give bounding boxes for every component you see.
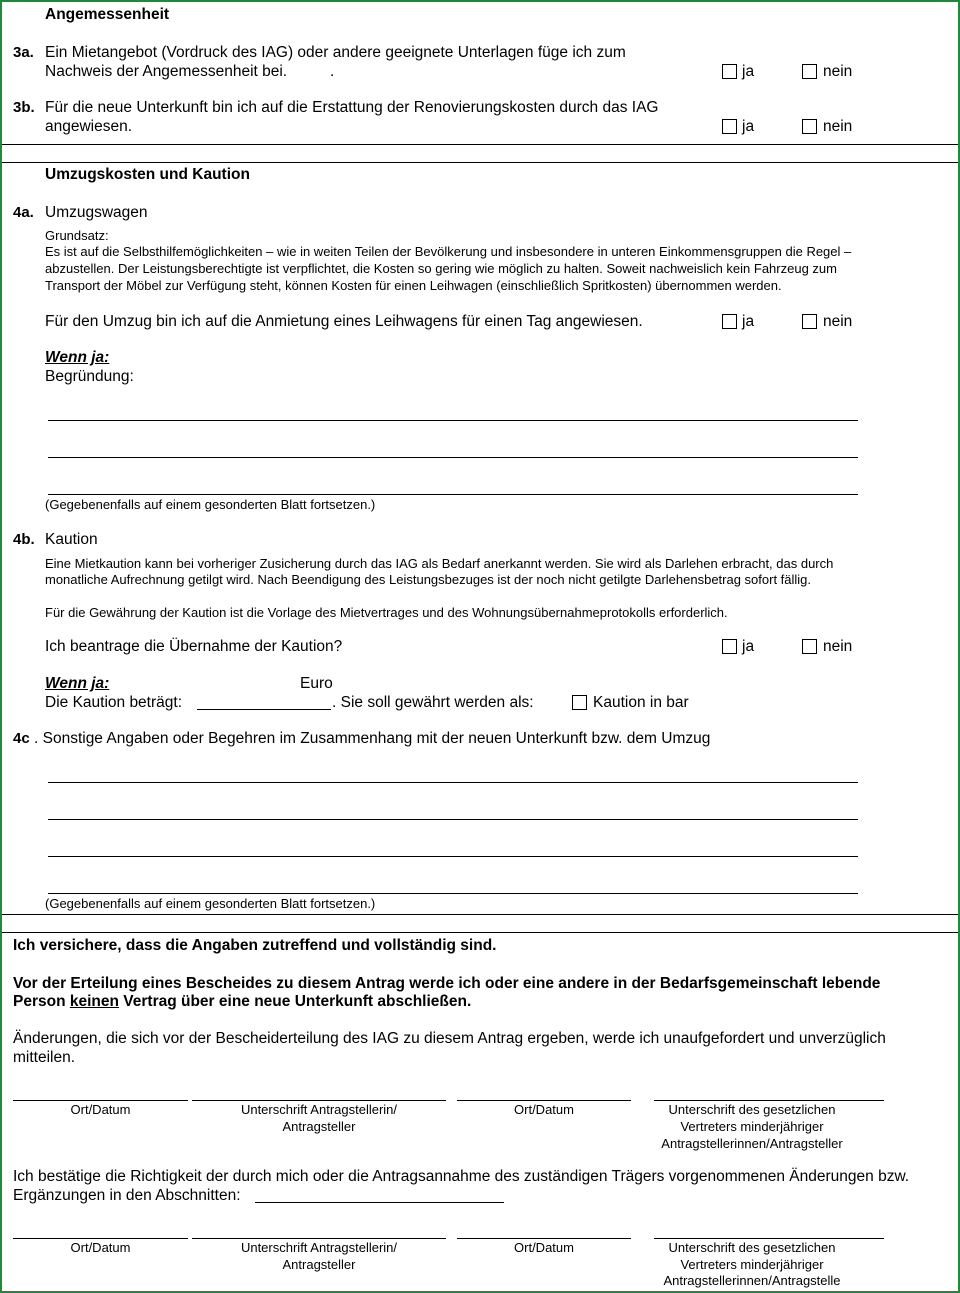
declaration-keinen: keinen xyxy=(69,993,119,1010)
signature-line-legal-1[interactable] xyxy=(654,1100,884,1101)
sig2-legal-label-line2: Vertreters minderjähriger xyxy=(680,1257,824,1272)
sonstige-line-1[interactable] xyxy=(48,782,858,783)
checkbox-3b-ja[interactable] xyxy=(722,119,737,134)
signature-line-ort-datum-1[interactable] xyxy=(13,1100,188,1101)
sig1-applicant-label-line1: Unterschrift Antragstellerin/ xyxy=(240,1102,398,1117)
begruendung-label: Begründung: xyxy=(45,368,134,385)
checkbox-4a-ja[interactable] xyxy=(722,314,737,329)
signature-line-ort-datum-3[interactable] xyxy=(13,1238,188,1239)
checkbox-4a-nein[interactable] xyxy=(802,314,817,329)
question-4a-title: Umzugswagen xyxy=(45,204,148,221)
abschnitte-field[interactable] xyxy=(255,1202,504,1203)
question-4b-title: Kaution xyxy=(45,531,98,548)
checkbox-3a-nein[interactable] xyxy=(802,64,817,79)
wenn-ja-label-4a: Wenn ja: xyxy=(45,349,110,366)
question-3b-line2: angewiesen. xyxy=(45,118,133,135)
euro-label: Euro xyxy=(300,675,333,692)
question-3a-line2: Nachweis der Angemessenheit bei. xyxy=(45,63,288,80)
kaution-amount-label: Die Kaution beträgt: xyxy=(45,694,183,711)
question-number-3b: 3b. xyxy=(13,99,35,116)
question-3a-line1: Ein Mietangebot (Vordruck des IAG) oder andere geeignete Unterlagen füge ich zum xyxy=(45,44,626,61)
sig1-applicant-label-line2: Antragsteller xyxy=(282,1119,356,1134)
question-number-4a: 4a. xyxy=(13,204,34,221)
question-4b-text: Ich beantrage die Übernahme der Kaution? xyxy=(45,638,343,655)
question-number-3a: 3a. xyxy=(13,44,34,61)
grundsatz-text-line1: Es ist auf die Selbsthilfemöglichkeiten – wie in weiten Teilen der Bevölkerung und insbesondere in unteren Einkommensgruppen die Regel – xyxy=(45,244,852,259)
sig2-applicant-label-line1: Unterschrift Antragstellerin/ xyxy=(240,1240,398,1255)
checkbox-kaution-in-bar[interactable] xyxy=(572,695,587,710)
wenn-ja-label-4b: Wenn ja: xyxy=(45,675,110,692)
signature-line-legal-2[interactable] xyxy=(654,1238,884,1239)
declaration-line2b-post: Vertrag über eine neue Unterkunft abschließen. xyxy=(118,993,472,1010)
section-divider xyxy=(2,162,958,163)
sonstige-line-2[interactable] xyxy=(48,819,858,820)
begruendung-line-3[interactable] xyxy=(48,494,858,495)
declaration-line2b xyxy=(13,993,471,1011)
begruendung-line-1[interactable] xyxy=(48,420,858,421)
kaution-amount-field[interactable] xyxy=(197,709,331,710)
question-3b-line1: Für die neue Unterkunft bin ich auf die Erstattung der Renovierungskosten durch das IAG xyxy=(45,99,659,116)
signature-line-applicant-2[interactable] xyxy=(192,1238,446,1239)
signature-line-ort-datum-4[interactable] xyxy=(457,1238,631,1239)
confirm-line1: Ich bestätige die Richtigkeit der durch mich oder die Antragsannahme des zuständigen Trägers vorgenommenen Änderungen bzw. xyxy=(13,1168,910,1185)
section-divider xyxy=(2,914,958,915)
grundsatz-text-line3: Transport der Möbel zur Verfügung steht, können Kosten für einen Leihwagen (einschließlich Spritkosten) übernommen werden. xyxy=(45,278,782,293)
label-3b-nein: nein xyxy=(823,118,853,135)
signature-line-ort-datum-2[interactable] xyxy=(457,1100,631,1101)
checkbox-4b-nein[interactable] xyxy=(802,639,817,654)
continue-note-4c: (Gegebenenfalls auf einem gesonderten Blatt fortsetzen.) xyxy=(45,896,376,911)
kaution-text-line1: Eine Mietkaution kann bei vorheriger Zusicherung durch das IAG als Bedarf anerkannt werden. Sie wird als Darlehen erbracht, das durch xyxy=(45,556,834,571)
sonstige-line-4[interactable] xyxy=(48,893,858,894)
grundsatz-text-line2: abzustellen. Der Leistungsberechtigte ist verpflichtet, die Kosten so gering wie möglich zu halten. Soweit nachweislich kein Fahrzeug zum xyxy=(45,261,837,276)
sig1-ort-datum-label: Ort/Datum xyxy=(70,1102,131,1117)
declaration-line2a: Vor der Erteilung eines Bescheides zu diesem Antrag werde ich oder eine andere in der Bedarfsgemeinschaft lebende xyxy=(13,975,881,992)
question-number-4c: 4c xyxy=(13,730,30,747)
grundsatz-label: Grundsatz: xyxy=(45,228,109,243)
sonstige-line-3[interactable] xyxy=(48,856,858,857)
declaration-line2b-pre: Person xyxy=(13,993,70,1010)
confirm-line2: Ergänzungen in den Abschnitten: xyxy=(13,1187,241,1204)
kaution-text-line2: monatliche Aufrechnung getilgt wird. Nach Beendigung des Leistungsbezuges ist der noch nicht getilgte Darlehensbetrag sofort fällig. xyxy=(45,572,812,587)
sig2-ort-datum-label: Ort/Datum xyxy=(70,1240,131,1255)
question-4a-text: Für den Umzug bin ich auf die Anmietung eines Leihwagens für einen Tag angewiesen. xyxy=(45,313,643,330)
signature-line-applicant-1[interactable] xyxy=(192,1100,446,1101)
sig1-ort-datum-label-2: Ort/Datum xyxy=(514,1102,574,1117)
section-divider xyxy=(2,932,958,933)
declaration-line3a: Änderungen, die sich vor der Bescheiderteilung des IAG zu diesem Antrag ergeben, werde ich unaufgefordert und unverzüglich xyxy=(13,1030,886,1047)
question-4c-text: . Sonstige Angaben oder Begehren im Zusammenhang mit der neuen Unterkunft bzw. dem Umzug xyxy=(34,730,711,747)
checkbox-3a-ja[interactable] xyxy=(722,64,737,79)
label-4b-nein: nein xyxy=(823,638,853,655)
sig2-ort-datum-label-2: Ort/Datum xyxy=(514,1240,574,1255)
label-3a-ja: ja xyxy=(742,63,755,80)
kaution-granted-label: . Sie soll gewährt werden als: xyxy=(332,694,534,711)
sig1-legal-label-line3: Antragstellerinnen/Antragsteller xyxy=(661,1136,843,1151)
declaration-line1: Ich versichere, dass die Angaben zutreffend und vollständig sind. xyxy=(13,937,497,954)
section-divider xyxy=(2,144,958,145)
question-3a-dot: . xyxy=(330,63,335,80)
checkbox-3b-nein[interactable] xyxy=(802,119,817,134)
sig1-legal-label-line2: Vertreters minderjähriger xyxy=(680,1119,824,1134)
checkbox-4b-ja[interactable] xyxy=(722,639,737,654)
declaration-line3b: mitteilen. xyxy=(13,1049,76,1066)
label-4b-ja: ja xyxy=(742,638,755,655)
label-3a-nein: nein xyxy=(823,63,853,80)
sig2-legal-label-line3: Antragstellerinnen/Antragstelle xyxy=(663,1273,841,1288)
label-4a-nein: nein xyxy=(823,313,853,330)
question-number-4b: 4b. xyxy=(13,531,35,548)
section-heading-umzugskosten: Umzugskosten und Kaution xyxy=(45,166,250,183)
label-4a-ja: ja xyxy=(742,313,755,330)
section-heading-angemessenheit: Angemessenheit xyxy=(45,6,170,23)
label-kaution-in-bar: Kaution in bar xyxy=(593,694,689,711)
sig1-legal-label-line1: Unterschrift des gesetzlichen xyxy=(668,1102,836,1117)
sig2-legal-label-line1: Unterschrift des gesetzlichen xyxy=(668,1240,836,1255)
kaution-text-line3: Für die Gewährung der Kaution ist die Vorlage des Mietvertrages und des Wohnungsübernahmeprotokolls erforderlich. xyxy=(45,605,728,620)
continue-note-4a: (Gegebenenfalls auf einem gesonderten Blatt fortsetzen.) xyxy=(45,497,376,512)
sig2-applicant-label-line2: Antragsteller xyxy=(282,1257,356,1272)
label-3b-ja: ja xyxy=(742,118,755,135)
begruendung-line-2[interactable] xyxy=(48,457,858,458)
